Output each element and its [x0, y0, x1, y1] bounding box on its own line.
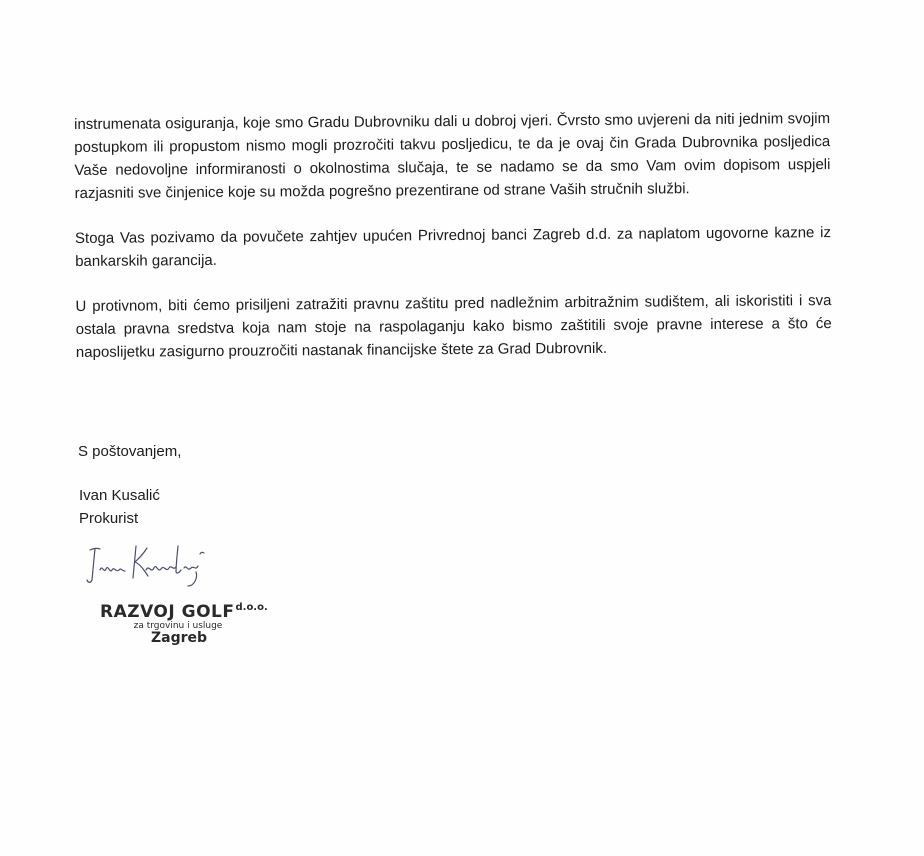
- stamp-city: Zagreb: [150, 630, 208, 646]
- closing-salutation: S poštovanjem,: [78, 443, 182, 460]
- handwritten-signature: [84, 540, 214, 588]
- signer-block: [79, 484, 160, 530]
- paragraph-withdraw-request: Stoga Vas pozivamo da povučete zahtjev upućen Privrednoj banci Zagreb d.d. za naplatom ugovorne kazne iz bankarskih garancija.: [74, 224, 832, 270]
- letter-body: [74, 107, 832, 364]
- stamp-subtitle: za trgovinu i usluge: [133, 621, 223, 631]
- paragraph-insurance-instruments: instrumenata osiguranja, koje smo Gradu Dubrovniku dali u dobroj vjeri. Čvrsto smo uvjereni da niti jednim svojim postupkom ili propustom nismo mogli prozročiti takvu posljedicu, te da je ovaj čin Grada Dubrovnika posljedica Vaše nedovoljne informiranosti o okolnostima slučaja, te se nadamo se da smo Vam ovim dopisom uspjeli razjasniti sve činjenice koje su možda pogrešno prezentirane od strane Vaših stručnih službi.: [74, 110, 831, 202]
- stamp-company-suffix: d.o.o.: [235, 602, 268, 613]
- stamp-company-text: RAZVOJ GOLF: [100, 602, 235, 622]
- paragraph-legal-protection: U protivnom, biti ćemo prisiljeni zatražiti pravnu zaštitu pred nadležnim arbitražnim sudištem, ali iskoristiti i sva ostala pravna sredstva koja nam stoje na raspolaganju kako bismo zaštitili svoje pravne interese a što će naposlijetku zasigurno prouzročiti nastanak financijske štete za Grad Dubrovnik.: [75, 292, 832, 361]
- company-stamp: [100, 602, 270, 646]
- signer-name: Ivan Kusalić: [79, 487, 160, 504]
- signer-title: Prokurist: [79, 510, 139, 527]
- stamp-company-name: [100, 602, 270, 622]
